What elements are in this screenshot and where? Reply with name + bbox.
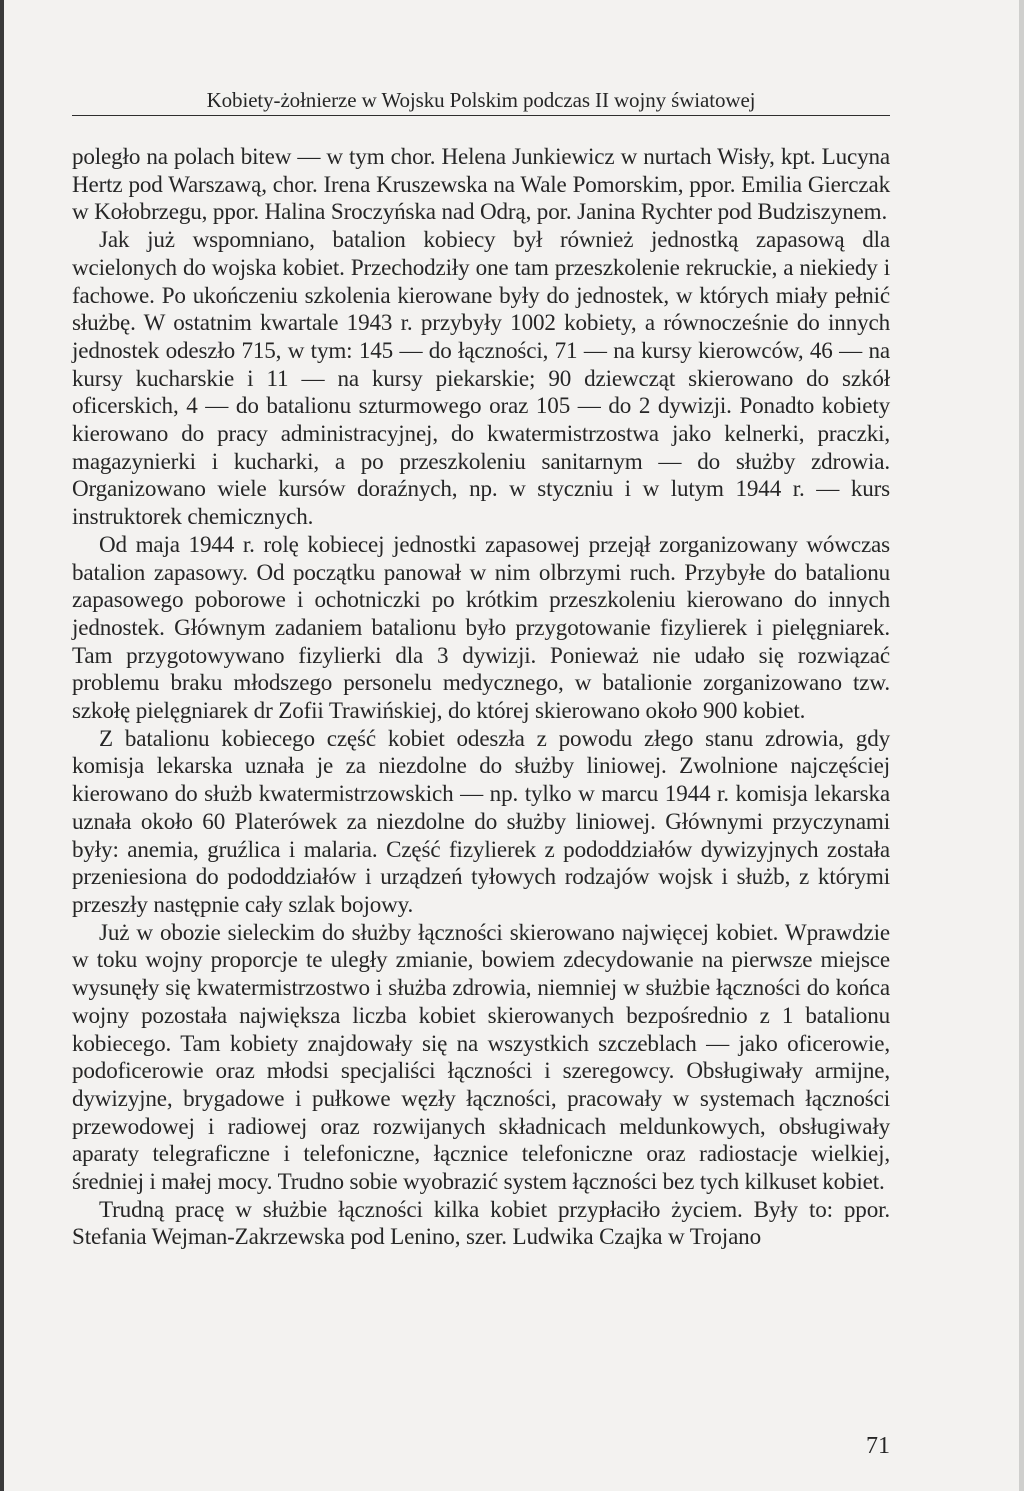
paragraph-batalion-zapasowy: Jak już wspomniano, batalion kobiecy był również jednostką zapasową dla wcielonych do wojska kobiet. Przechodziły one tam przeszkolenie rekruckie, a niekiedy i fachowe. Po ukończeniu szkolenia kierowane były do jednostek, w których miały pełnić służbę. W ostatnim kwartale 1943 r. przybyły 1002 kobiety, a równocześnie do innych jednostek odeszło 715, w tym: 145 — do łączności, 71 — na kursy kierowców, 46 — na kursy kucharskie i 11 — na kursy piekarskie; 90 dziewcząt skierowano do szkół oficerskich, 4 — do batalionu szturmowego oraz 105 — do 2 dywizji. Ponadto kobiety kierowano do pracy administracyjnej, do kwatermistrzostwa jako kelnerki, praczki, magazynierki i kucharki, a po przeszkoleniu sanitarnym — do służby zdrowia. Organizowano wiele kursów doraźnych, np. w styczniu i w lutym 1944 r. — kurs instruktorek chemicznych. [72, 226, 890, 530]
book-page [72, 85, 890, 1251]
page-number: 71 [866, 1433, 890, 1459]
paragraph-polegle-lacznosciowki: Trudną pracę w służbie łączności kilka kobiet przypłaciło życiem. Były to: ppor. Stefania Wejman-Zakrzewska pod Lenino, szer. Ludwika Czajka w Trojano [72, 1195, 890, 1250]
scan-edge-right [1019, 0, 1024, 1491]
scan-edge-left [0, 0, 4, 1491]
paragraph-continuation: poległo na polach bitew — w tym chor. Helena Junkiewicz w nurtach Wisły, kpt. Lucyna Hertz pod Warszawą, chor. Irena Kruszewska na Wale Pomorskim, ppor. Emilia Gierczak w Kołobrzegu, ppor. Halina Sroczyńska nad Odrą, por. Janina Rychter pod Budziszynem. [72, 143, 890, 225]
body-text [72, 143, 890, 1251]
paragraph-od-maja-1944: Od maja 1944 r. rolę kobiecej jednostki zapasowej przejął zorganizowany wówczas batalion zapasowy. Od początku panował w nim olbrzymi ruch. Przybyłe do batalionu zapasowego poborowe i ochotniczki po krótkim przeszkoleniu kierowano do innych jednostek. Głównym zadaniem batalionu było przygotowanie fizylierek i pielęgniarek. Tam przygotowywano fizylierki dla 3 dywizji. Ponieważ nie udało się rozwiązać problemu braku młodszego personelu medycznego, w batalionie zorganizowano tzw. szkołę pielęgniarek dr Zofii Trawińskiej, do której skierowano około 900 kobiet. [72, 530, 890, 724]
paragraph-sluzba-lacznosci: Już w obozie sieleckim do służby łączności skierowano najwięcej kobiet. Wprawdzie w toku wojny proporcje te uległy zmianie, bowiem zdecydowanie na pierwsze miejsce wysunęły się kwatermistrzostwo i służba zdrowia, niemniej w służbie łączności do końca wojny pozostała największa liczba kobiet skierowanych bezpośrednio z 1 batalionu kobiecego. Tam kobiety znajdowały się na wszystkich szczeblach — jako oficerowie, podoficerowie oraz młodsi specjaliści łączności i szeregowcy. Obsługiwały armijne, dywizyjne, brygadowe i pułkowe węzły łączności, pracowały w systemach łączności przewodowej i radiowej oraz rozwijanych składnicach meldunkowych, obsługiwały aparaty telegraficzne i telefoniczne, łącznice telefoniczne oraz radiostacje wielkiej, średniej i małej mocy. Trudno sobie wyobrazić system łączności bez tych kilkuset kobiet. [72, 918, 890, 1195]
paragraph-stan-zdrowia: Z batalionu kobiecego część kobiet odeszła z powodu złego stanu zdrowia, gdy komisja lekarska uznała je za niezdolne do służby liniowej. Zwolnione najczęściej kierowano do służb kwatermistrzowskich — np. tylko w marcu 1944 r. komisja lekarska uznała około 60 Platerówek za niezdolne do służby liniowej. Głównymi przyczynami były: anemia, gruźlica i malaria. Część fizylierek z pododdziałów dywizyjnych została przeniesiona do pododdziałów i urządzeń tyłowych rodzajów wojsk i służb, z którymi przeszły następnie cały szlak bojowy. [72, 724, 890, 917]
running-header: Kobiety-żołnierze w Wojsku Polskim podczas II wojny światowej [72, 85, 890, 116]
